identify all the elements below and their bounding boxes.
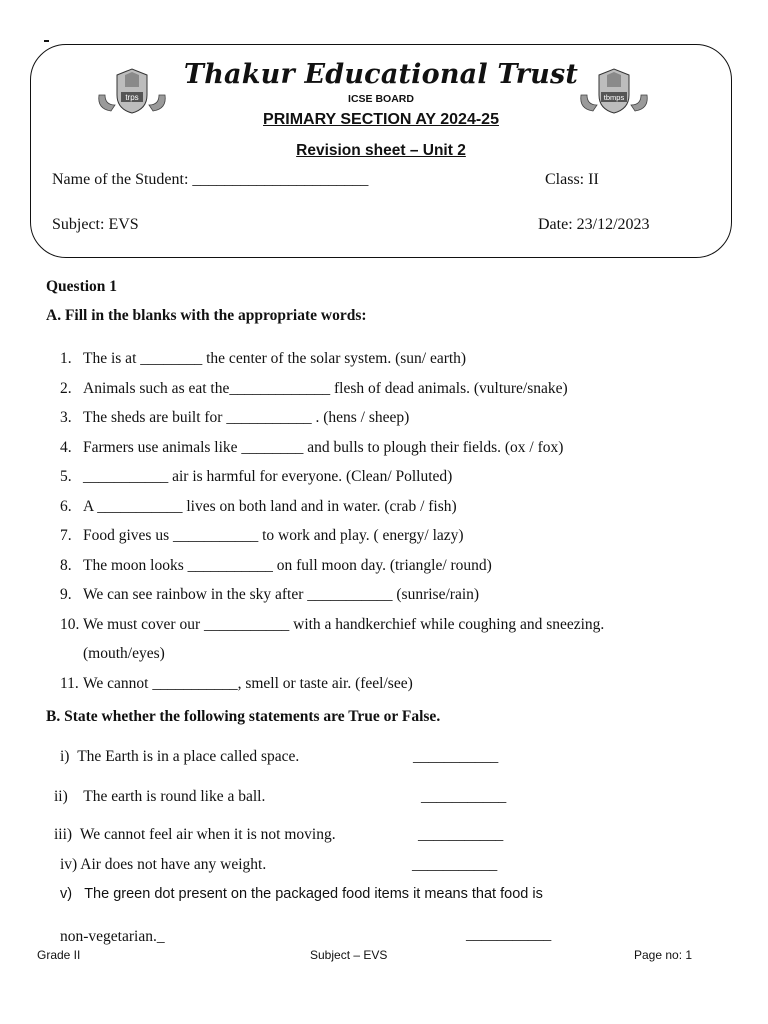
trust-name: Thakur Educational Trust <box>183 59 579 90</box>
list-item: 2. Animals such as eat the_____________ flesh of dead animals. (vulture/snake) <box>60 379 568 397</box>
list-item: 4. Farmers use animals like ________ and bulls to plough their fields. (ox / fox) <box>60 438 564 456</box>
list-item: 1. The is at ________ the center of the solar system. (sun/ earth) <box>60 350 467 367</box>
true-false-row-continuation: non-vegetarian._ <box>60 928 165 945</box>
list-item: 9. We can see rainbow in the sky after ___________ (sunrise/rain) <box>60 586 480 603</box>
true-false-row: v) The green dot present on the packaged food items it means that food is <box>60 886 543 902</box>
answer-blank: ___________ <box>418 826 504 843</box>
class-label: Class: II <box>545 171 599 188</box>
date-label: Date: 23/12/2023 <box>538 216 650 233</box>
list-item: 6. A ___________ lives on both land and in water. (crab / fish) <box>60 497 457 515</box>
section-heading: PRIMARY SECTION AY 2024-25 <box>263 111 499 128</box>
list-item: 11. We cannot ___________, smell or taste air. (feel/see) <box>60 674 413 692</box>
list-item: 5. ___________ air is harmful for everyone. (Clean/ Polluted) <box>60 468 453 485</box>
true-false-row: ii) The earth is round like a ball. <box>54 788 266 805</box>
svg-text:tbmps: tbmps <box>603 93 625 102</box>
footer-page-number: Page no: 1 <box>634 948 693 962</box>
part-a-heading: A. Fill in the blanks with the appropriate words: <box>46 307 367 324</box>
footer-grade: Grade II <box>37 948 81 962</box>
answer-blank: ___________ <box>413 748 499 765</box>
header-box <box>30 44 732 258</box>
tbmps-school-crest-icon <box>577 65 651 117</box>
student-name-field: Name of the Student: ______________________ <box>52 171 369 188</box>
question-title: Question 1 <box>46 278 118 295</box>
sheet-title: Revision sheet – Unit 2 <box>296 142 466 159</box>
list-item: 7. Food gives us ___________ to work and play. ( energy/ lazy) <box>60 527 464 544</box>
subject-label: Subject: EVS <box>52 216 139 233</box>
page-corner-mark <box>44 40 49 42</box>
part-b-heading: B. State whether the following statements are True or False. <box>46 708 441 725</box>
svg-text:trps: trps <box>125 93 139 102</box>
answer-blank: ___________ <box>421 788 507 805</box>
answer-blank: ___________ <box>466 926 552 943</box>
list-item: 10. We must cover our ___________ with a handkerchief while coughing and sneezing. <box>60 615 605 633</box>
answer-blank: ___________ <box>412 856 498 873</box>
footer-subject: Subject – EVS <box>310 948 388 962</box>
fill-in-blanks-list <box>60 344 604 698</box>
list-item: 3. The sheds are built for ___________ . (hens / sheep) <box>60 409 410 426</box>
list-item-continuation: (mouth/eyes) <box>83 645 165 662</box>
true-false-row: iii) We cannot feel air when it is not moving. <box>54 826 336 843</box>
true-false-row: i) The Earth is in a place called space. <box>60 748 300 765</box>
true-false-row: iv) Air does not have any weight. <box>60 856 267 873</box>
list-item: 8. The moon looks ___________ on full moon day. (triangle/ round) <box>60 556 492 574</box>
board-label: ICSE BOARD <box>348 93 414 105</box>
